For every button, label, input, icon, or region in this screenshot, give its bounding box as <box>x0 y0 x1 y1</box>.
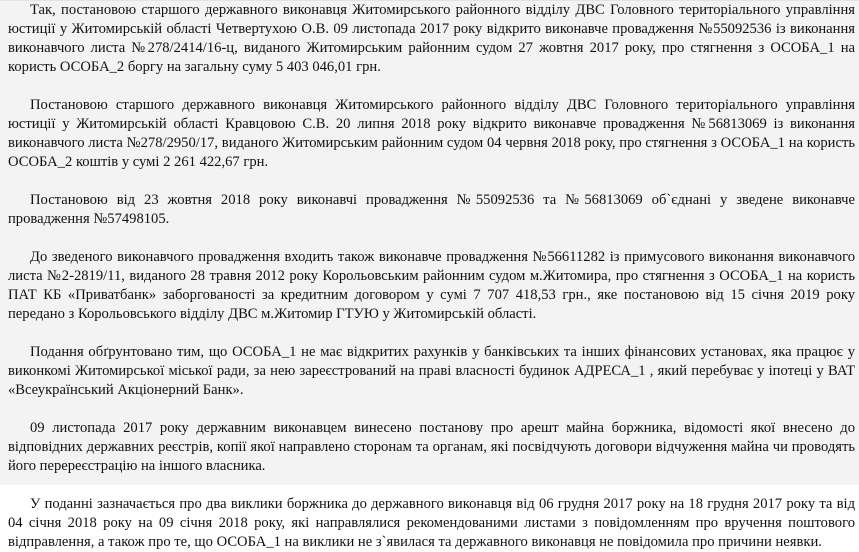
paragraph-submission-grounds: Подання обґрунтовано тим, що ОСОБА_1 не має відкритих рахунків у банківських та інших фінансових установах, яка працює у виконкомі Житомирської міської ради, за нею зареєстрований на праві власності будинок АДРЕСА_1 , який перебуває у іпотеці у ВАТ «Всеукраїнський Акціонерний Банк». <box>8 344 855 398</box>
paragraph-debtor-summons: У поданні зазначається про два виклики боржника до державного виконавця від 06 грудня 2017 року на 18 грудня 2017 року та від 04 січня 2018 року на 09 січня 2018 року, які направлялися рекомендованими листами з повідомленням про вручення поштового відправлення, а також про те, що ОСОБА_1 на виклики не з`явилася та державного виконавця не повідомила про причини неявки. <box>8 496 855 550</box>
paragraph-enforcement-opening-1: Так, постановою старшого державного виконавця Житомирського районного відділу ДВС Головного територіального управління юстиції у Житомирській області Четвертухою О.В. 09 листопада 2017 року відкрито виконавче провадження №55092536 із виконання виконавчого листа №278/2414/16-ц, виданого Житомирським районним судом 27 жовтня 2017 року, про стягнення з ОСОБА_1 на користь ОСОБА_2 боргу на загальну суму 5 403 046,01 грн. <box>8 2 855 75</box>
paragraph-additional-proceeding: До зведеного виконавчого провадження входить також виконавче провадження №56611282 із примусового виконання виконавчого листа №2-2819/11, виданого 28 травня 2012 року Корольовським районним судом м.Житомира, про стягнення з ОСОБА_1 на користь ПАТ КБ «Приватбанк» заборгованості за кредитним договором у сумі 7 707 418,53 грн., яке постановою від 15 січня 2019 року передано з Корольовського відділу ДВС м.Житомир ГТУЮ у Житомирській області. <box>8 249 855 322</box>
paragraph-merged-proceedings: Постановою від 23 жовтня 2018 року виконавчі провадження №55092536 та №56813069 об`єднані у зведене виконавче провадження №57498105. <box>8 192 855 227</box>
paragraph-asset-arrest: 09 листопада 2017 року державним виконавцем винесено постанову про арешт майна боржника, відомості якої внесено до відповідних державних реєстрів, копії якої направлено сторонам та органам, які посвідчують договори відчуження майна чи проводять його перереєстрацію на іншого власника. <box>8 420 855 474</box>
paragraph-enforcement-opening-2: Постановою старшого державного виконавця Житомирського районного відділу ДВС Головного територіального управління юстиції у Житомирській області Кравцовою С.В. 20 липня 2018 року відкрито виконавче провадження №56813069 із виконання виконавчого листа №278/2950/17, виданого Житомирським районним судом 04 червня 2018 року, про стягнення з ОСОБА_1 на користь ОСОБА_2 коштів у сумі 2 261 422,67 грн. <box>8 97 855 170</box>
